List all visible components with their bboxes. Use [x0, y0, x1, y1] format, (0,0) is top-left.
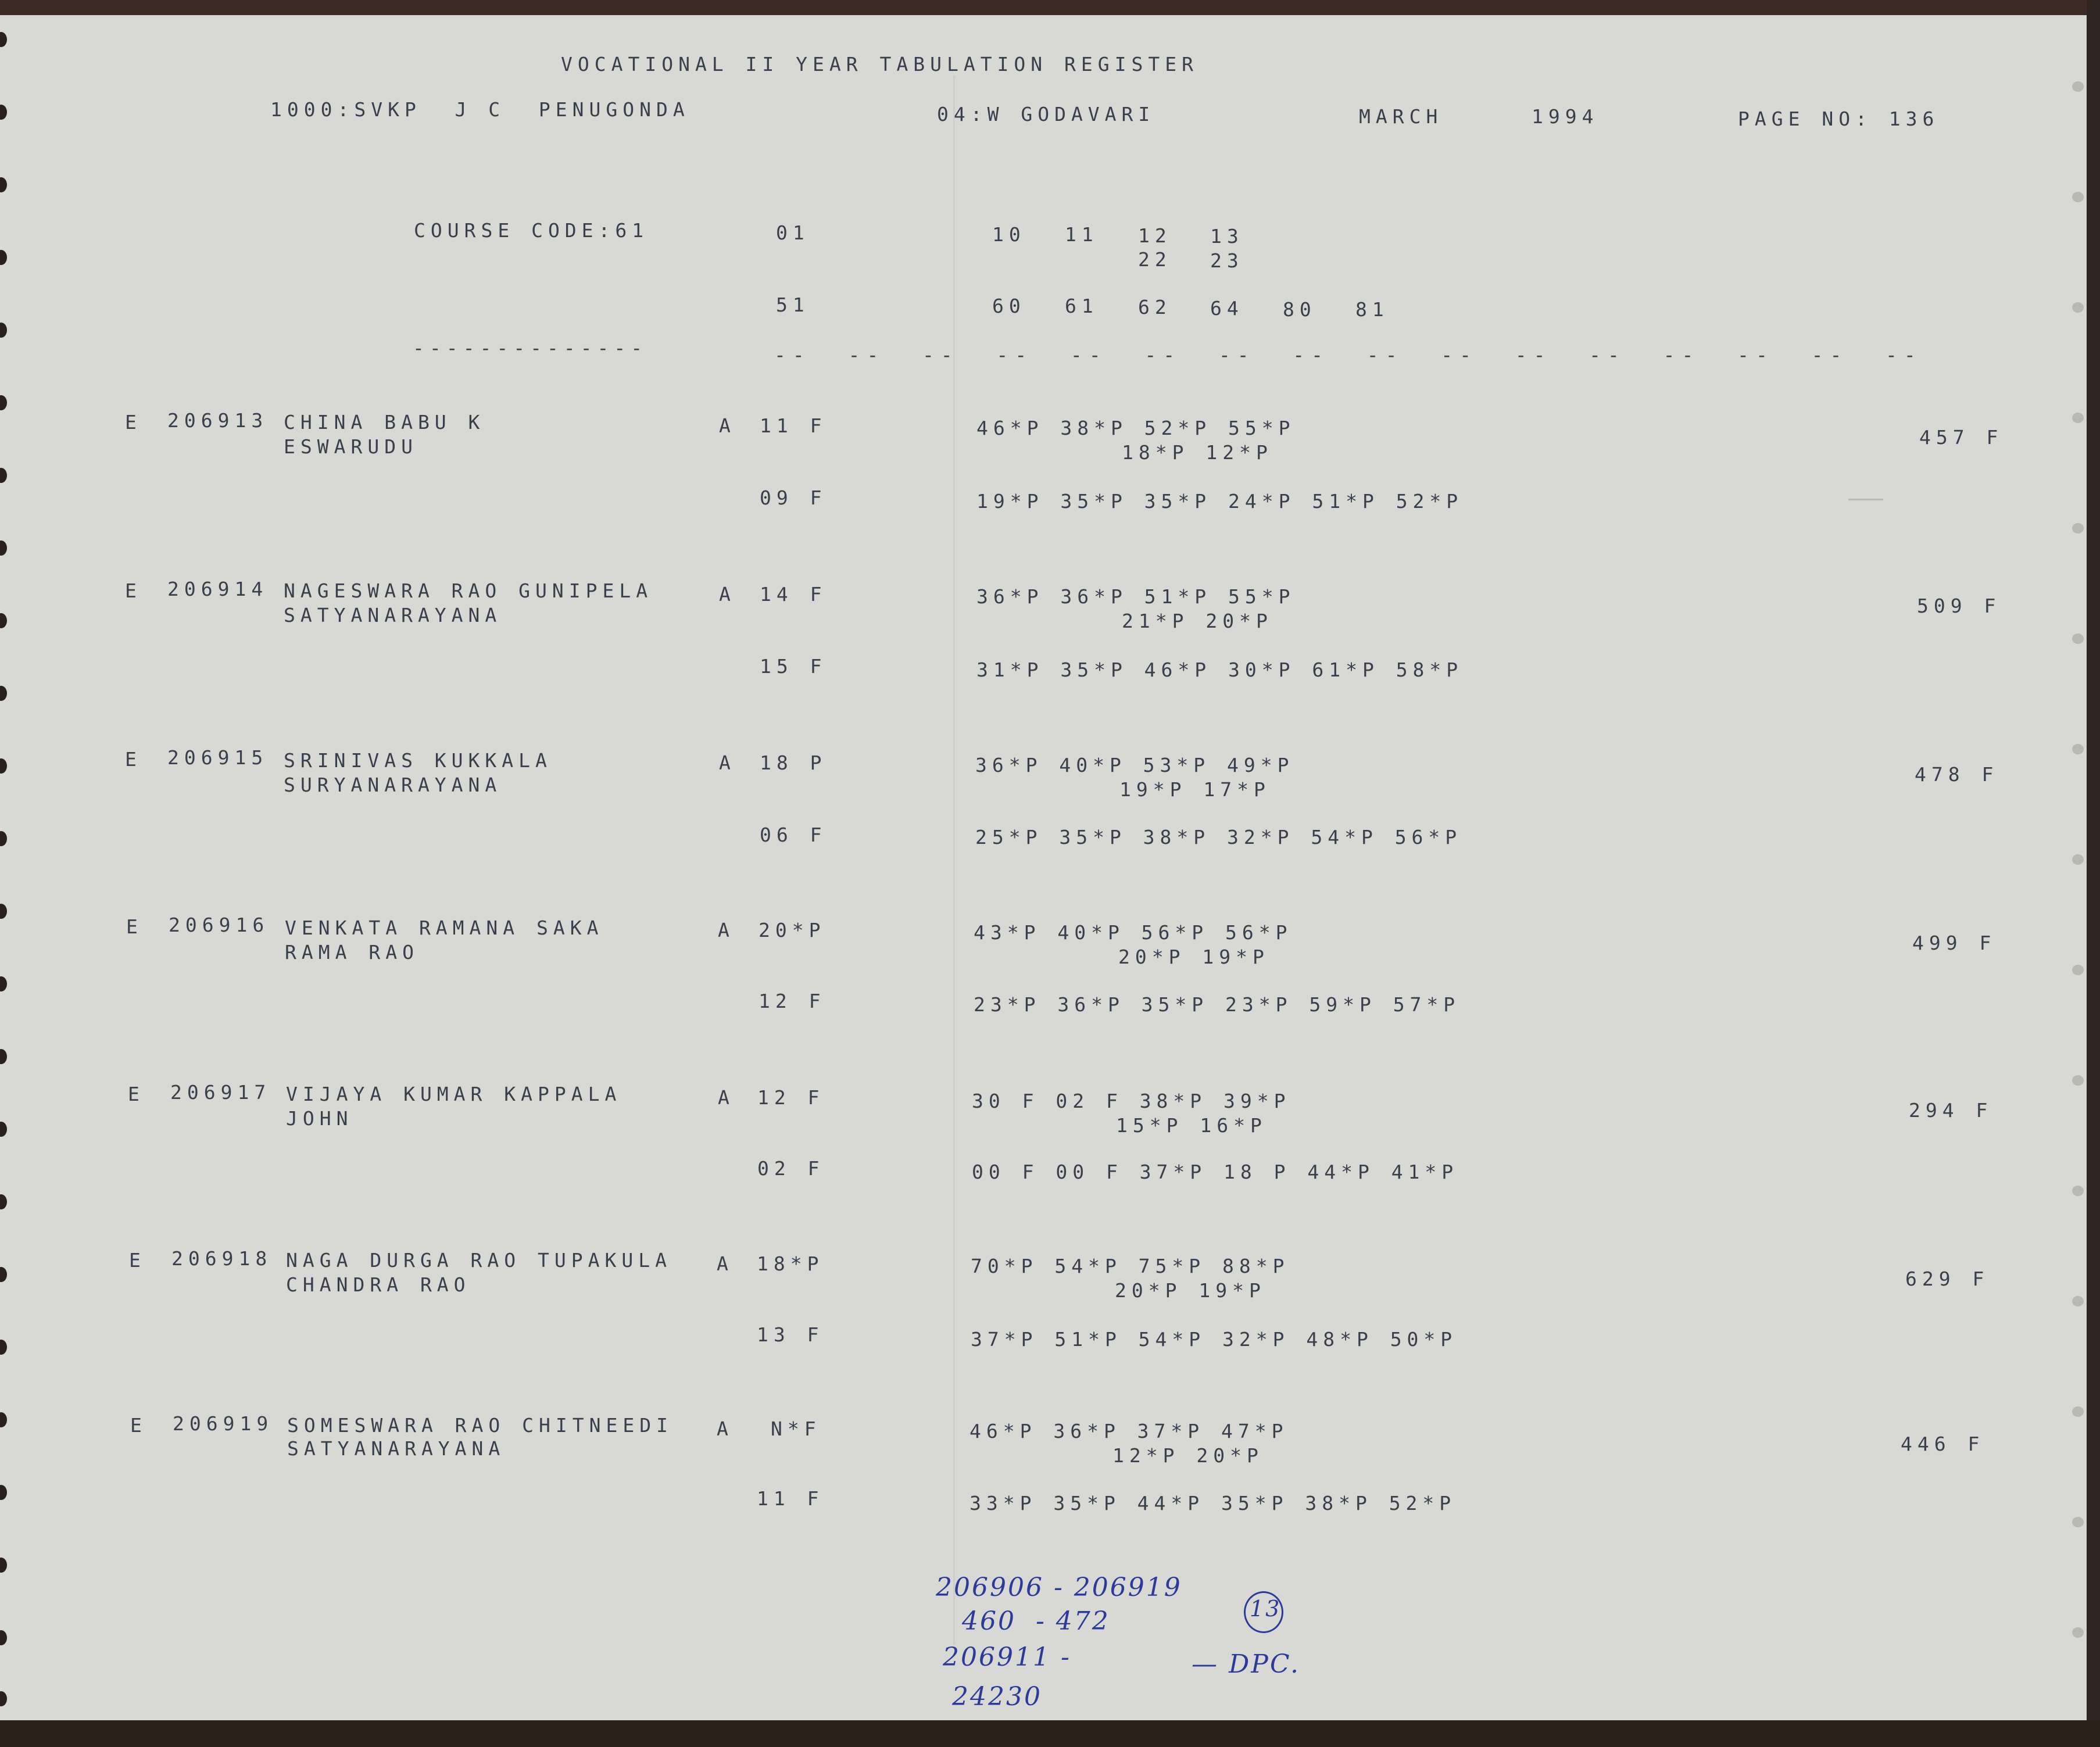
feed-hole	[2072, 192, 2084, 202]
top-edge	[0, 0, 2100, 15]
handwritten-page-range: 460 - 472	[962, 1606, 1110, 1636]
student-code: E	[125, 748, 142, 771]
marks-row: 33*P 35*P 44*P 35*P 38*P 52*P	[969, 1492, 1457, 1515]
feed-hole	[0, 976, 7, 991]
student-name: VENKATA RAMANA SAKA	[285, 917, 604, 939]
marks-row: 21*P 20*P	[1122, 610, 1273, 632]
student-code: E	[128, 1083, 145, 1105]
subject-code: 60	[992, 295, 1026, 317]
feed-hole	[2072, 81, 2084, 92]
marks-row: 19*P 17*P	[1119, 778, 1271, 801]
part-code: A	[718, 1086, 735, 1109]
subject-code: 13	[1210, 225, 1244, 248]
feed-hole	[2072, 1075, 2084, 1086]
feed-hole	[0, 1412, 7, 1427]
subject-code: 64	[1210, 297, 1244, 320]
part2-mark: 06 F	[760, 824, 827, 846]
part1-mark: 11 F	[760, 414, 827, 437]
feed-hole	[2072, 1517, 2084, 1527]
roll-number: 206913	[167, 409, 269, 432]
feed-hole	[0, 1194, 7, 1209]
roll-number: 206917	[170, 1081, 271, 1104]
page-number: PAGE NO: 136	[1738, 108, 1940, 130]
subject-code: 62	[1138, 296, 1172, 318]
handwritten-number: 24230	[952, 1682, 1042, 1712]
marks-row: 36*P 40*P 53*P 49*P	[975, 754, 1294, 776]
subject-code: 11	[1065, 223, 1099, 246]
marks-row: 12*P 20*P	[1112, 1444, 1264, 1467]
marks-row: 37*P 51*P 54*P 32*P 48*P 50*P	[971, 1328, 1458, 1351]
register-title: VOCATIONAL II YEAR TABULATION REGISTER	[561, 53, 1199, 76]
feed-hole	[0, 177, 7, 192]
feed-hole	[0, 250, 7, 265]
district: 04:W GODAVARI	[937, 103, 1155, 126]
father-name: ESWARUDU	[284, 435, 418, 458]
feed-hole	[0, 1485, 7, 1500]
student-code: E	[126, 915, 143, 938]
feed-hole	[0, 1267, 7, 1282]
feed-hole	[0, 105, 7, 120]
feed-hole	[2072, 744, 2084, 754]
handwritten-circled-number: 13	[1250, 1596, 1282, 1621]
feed-hole	[0, 1630, 7, 1645]
roll-number: 206916	[169, 914, 270, 936]
total-result: 509 F	[1917, 595, 2001, 617]
part1-mark: 12 F	[757, 1086, 825, 1109]
marks-row: 36*P 36*P 51*P 55*P	[976, 585, 1296, 608]
part1-mark: 20*P	[759, 919, 826, 941]
feed-hole	[0, 1691, 7, 1706]
feed-hole	[2072, 302, 2084, 313]
bottom-edge	[0, 1720, 2100, 1747]
handwritten-roll-range: 206906 - 206919	[936, 1573, 1182, 1602]
subject-code: 51	[776, 293, 810, 316]
marks-row: 15*P 16*P	[1116, 1114, 1267, 1137]
college-code: 1000:SVKP J C PENUGONDA	[270, 98, 690, 121]
student-name: SRINIVAS KUKKALA	[284, 749, 552, 772]
feed-hole	[2072, 1186, 2084, 1196]
exam-year: 1994	[1532, 105, 1599, 128]
marks-row: 20*P 19*P	[1115, 1279, 1266, 1302]
feed-hole	[2072, 1296, 2084, 1306]
student-name: CHINA BABU K	[284, 411, 485, 434]
feed-hole	[0, 686, 7, 701]
part-code: A	[719, 751, 736, 774]
feed-hole	[0, 32, 7, 47]
part1-mark: 14 F	[760, 583, 827, 606]
subject-code: 01	[776, 221, 810, 244]
part-code: A	[717, 1252, 734, 1275]
subject-code: 10	[992, 223, 1026, 246]
total-result: 446 F	[1901, 1433, 1985, 1455]
father-name: JOHN	[286, 1107, 353, 1130]
student-name: VIJAYA KUMAR KAPPALA	[286, 1083, 622, 1105]
part2-mark: 15 F	[760, 655, 827, 678]
feed-hole	[0, 1122, 7, 1137]
father-name: RAMA RAO	[285, 941, 419, 964]
marks-row: 46*P 38*P 52*P 55*P	[976, 417, 1296, 439]
subject-code: 61	[1065, 295, 1099, 317]
student-code: E	[129, 1249, 146, 1272]
marks-row: 25*P 35*P 38*P 32*P 54*P 56*P	[975, 826, 1462, 849]
feed-hole	[2072, 523, 2084, 534]
part-code: A	[719, 583, 736, 606]
roll-number: 206918	[171, 1247, 273, 1270]
subject-code: 81	[1355, 298, 1389, 321]
fold-line	[953, 76, 955, 1645]
marks-row: 19*P 35*P 35*P 24*P 51*P 52*P	[976, 490, 1464, 513]
exam-month: MARCH	[1359, 105, 1443, 128]
feed-hole	[0, 758, 7, 774]
marks-row: 43*P 40*P 56*P 56*P	[974, 921, 1293, 944]
feed-hole	[0, 395, 7, 410]
feed-hole	[2072, 1406, 2084, 1417]
student-name: NAGESWARA RAO GUNIPELA	[284, 579, 653, 602]
part1-mark: 18 P	[760, 751, 827, 774]
feed-hole	[2072, 1627, 2084, 1638]
marks-row: 23*P 36*P 35*P 23*P 59*P 57*P	[974, 993, 1461, 1016]
subject-code: 22	[1138, 248, 1172, 271]
subject-code: 80	[1283, 298, 1316, 321]
student-name: SOMESWARA RAO CHITNEEDI	[287, 1414, 673, 1437]
father-name: CHANDRA RAO	[286, 1273, 471, 1296]
roll-number: 206914	[167, 578, 269, 600]
marks-row: 18*P 12*P	[1122, 441, 1273, 464]
marks-row: 20*P 19*P	[1118, 946, 1269, 968]
part2-mark: 02 F	[757, 1157, 825, 1180]
subject-code: 23	[1210, 249, 1244, 272]
student-name: NAGA DURGA RAO TUPAKULA	[286, 1249, 672, 1272]
marks-row: 70*P 54*P 75*P 88*P	[971, 1255, 1290, 1277]
father-name: SATYANARAYANA	[284, 604, 502, 627]
part2-mark: 13 F	[757, 1323, 824, 1346]
part2-mark: 11 F	[757, 1487, 824, 1510]
feed-hole	[2072, 965, 2084, 975]
faint-mark	[1848, 499, 1883, 500]
total-result: 629 F	[1905, 1268, 1990, 1290]
part1-mark: N*F	[771, 1417, 821, 1440]
student-code: E	[125, 411, 142, 434]
feed-hole	[0, 831, 7, 846]
part-code: A	[718, 919, 735, 941]
course-underline: --------------	[413, 336, 648, 359]
total-result: 499 F	[1912, 932, 1997, 954]
feed-hole	[0, 1340, 7, 1355]
part1-mark: 18*P	[757, 1252, 824, 1275]
marks-row: 00 F 00 F 37*P 18 P 44*P 41*P	[972, 1161, 1459, 1183]
feed-hole	[0, 1558, 7, 1573]
feed-hole	[0, 1049, 7, 1064]
feed-hole	[2072, 413, 2084, 423]
feed-hole	[0, 468, 7, 483]
marks-row: 46*P 36*P 37*P 47*P	[969, 1420, 1289, 1442]
marks-row: 31*P 35*P 46*P 30*P 61*P 58*P	[976, 658, 1464, 681]
handwritten-roll: 206911 -	[943, 1642, 1071, 1672]
student-code: E	[130, 1414, 147, 1437]
feed-hole	[0, 540, 7, 556]
part-code: A	[719, 414, 736, 437]
feed-hole	[0, 613, 7, 628]
feed-hole	[0, 323, 7, 338]
father-name: SURYANARAYANA	[284, 774, 502, 796]
feed-hole	[0, 904, 7, 919]
total-result: 478 F	[1915, 763, 1999, 786]
total-result: 457 F	[1919, 426, 2004, 449]
father-name: SATYANARAYANA	[287, 1437, 506, 1460]
marks-row: 30 F 02 F 38*P 39*P	[972, 1090, 1291, 1112]
total-result: 294 F	[1909, 1099, 1993, 1122]
student-code: E	[125, 579, 142, 602]
feed-hole	[2072, 854, 2084, 865]
part2-mark: 12 F	[759, 990, 826, 1012]
subject-code: 12	[1138, 224, 1172, 247]
column-dashes: -- -- -- -- -- -- -- -- -- -- -- -- -- -- -- --	[774, 343, 1923, 366]
roll-number: 206919	[173, 1412, 274, 1435]
feed-hole	[2072, 633, 2084, 644]
part2-mark: 09 F	[760, 486, 827, 509]
handwritten-note: — DPC.	[1192, 1649, 1300, 1679]
roll-number: 206915	[167, 746, 269, 769]
part-code: A	[717, 1417, 734, 1440]
right-edge	[2087, 0, 2100, 1747]
course-code: COURSE CODE:61	[414, 219, 649, 242]
